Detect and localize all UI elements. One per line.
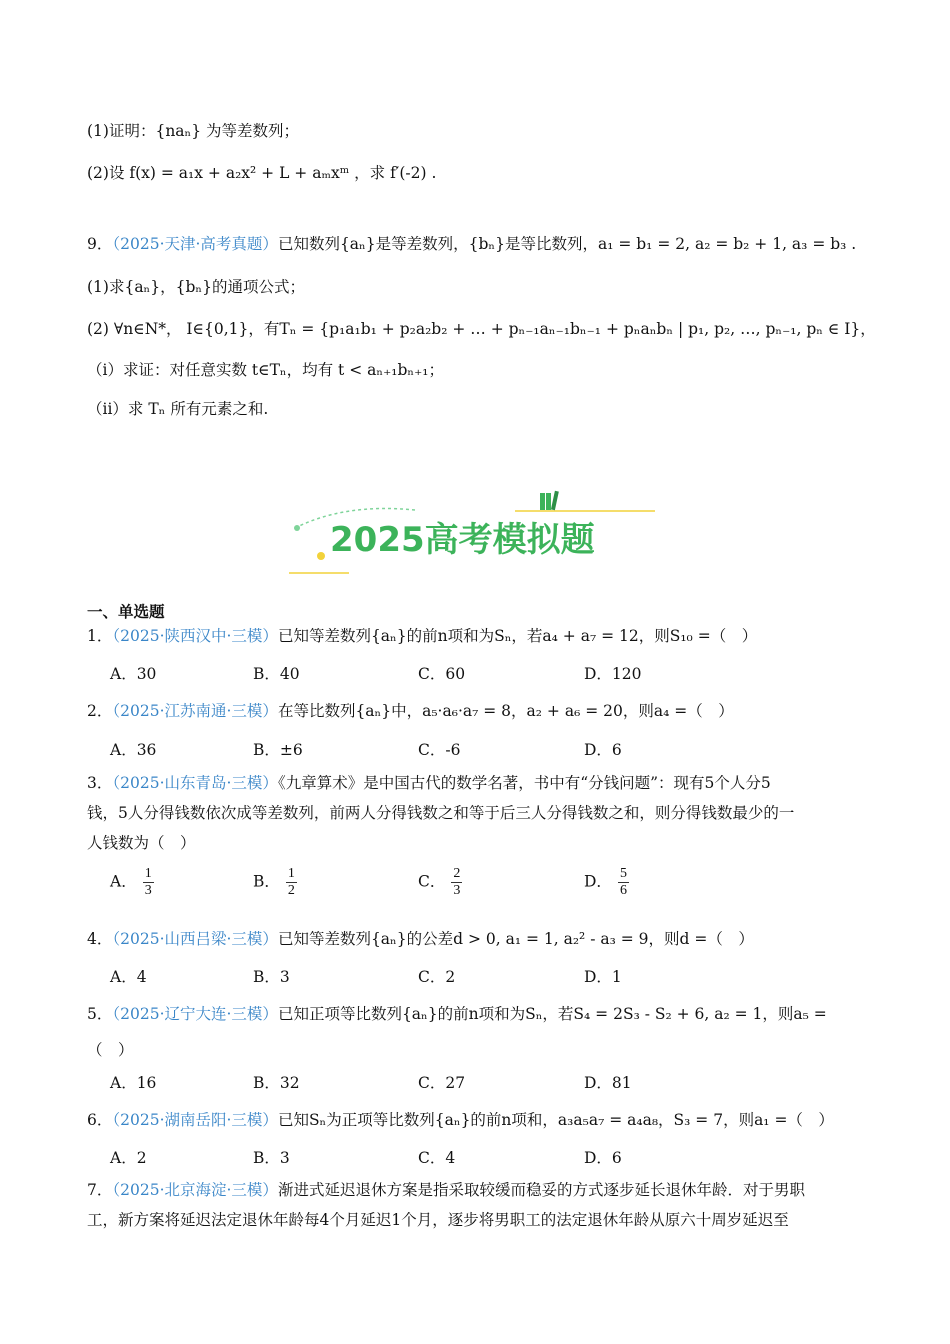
question-number: 4． [87, 930, 113, 948]
question-number: 6． [87, 1111, 113, 1129]
option-a: A． $\frac{1}{3}$ [110, 866, 152, 898]
option-d-denominator: 6 [619, 883, 627, 898]
q8-part2: (2)设 f(x) = a₁x + a₂x² + L + aₘxᵐ ，求 f′(-2) . [87, 164, 437, 182]
question-3 [87, 772, 771, 794]
question-4 [87, 928, 754, 950]
option-a: A．2 [110, 1149, 147, 1167]
option-d: D．81 [584, 1074, 632, 1092]
option-d: D．120 [584, 665, 642, 683]
question-source: （2025·湖南岳阳·三模） [112, 1111, 278, 1129]
option-b: B．40 [253, 665, 300, 683]
question-text: 已知Sₙ为正项等比数列{aₙ}的前n项和，a₃a₅a₇ = a₄a₈，S₃ = 7，则a₁ =（ ） [277, 1111, 834, 1129]
question-source: （2025·陕西汉中·三模） [112, 627, 278, 645]
option-d: D． $\frac{5}{6}$ [584, 866, 627, 898]
question-number: 1． [87, 627, 113, 645]
option-b: B． $\frac{1}{2}$ [253, 866, 295, 898]
q9-part2-ii: （ii）求 Tₙ 所有元素之和. [87, 400, 269, 418]
option-b-numerator: 1 [287, 866, 295, 881]
question-text: 已知正项等比数列{aₙ}的前n项和为Sₙ，若S₄ = 2S₃ - S₂ + 6, a₂ = 1，则a₅ = [277, 1005, 827, 1023]
question-text: 已知等差数列{aₙ}的前n项和为Sₙ，若a₄ + a₇ = 12，则S₁₀ =（ ） [277, 627, 758, 645]
option-d: D．6 [584, 1149, 622, 1167]
banner-dot-left [294, 525, 300, 531]
option-c: C．60 [418, 665, 466, 683]
question-2 [87, 700, 734, 722]
question-source: （2025·辽宁大连·三模） [112, 1005, 278, 1023]
question-source: （2025·山东青岛·三模） [112, 774, 278, 792]
question-number: 3． [87, 774, 113, 792]
question-number: 2． [87, 702, 113, 720]
option-a: A．4 [110, 968, 147, 986]
option-b: B．±6 [253, 741, 303, 759]
question-source: （2025·山西吕梁·三模） [112, 930, 278, 948]
q9-part2: (2) ∀n∈N*， I∈{0,1}，有Tₙ = {p₁a₁b₁ + p₂a₂b₂ + … + pₙ₋₁aₙ₋₁bₙ₋₁ + pₙaₙbₙ | p₁, p₂, …, pₙ₋₁, pₙ ∈ I}， [87, 320, 876, 338]
question-1 [87, 625, 757, 647]
question-text: 在等比数列{aₙ}中，a₅·a₆·a₇ = 8，a₂ + a₆ = 20，则a₄ =（ ） [277, 702, 734, 720]
option-c: C． $\frac{2}{3}$ [418, 866, 461, 898]
option-a: A．30 [110, 665, 157, 683]
q9-text: 已知数列{aₙ}是等差数列，{bₙ}是等比数列，a₁ = b₁ = 2, a₂ = b₂ + 1, a₃ = b₃ . [277, 235, 857, 253]
option-b: B．3 [253, 1149, 290, 1167]
option-a: A．16 [110, 1074, 157, 1092]
question-5-line2: （ ） [87, 1041, 134, 1059]
option-c-numerator: 2 [453, 866, 461, 881]
question-5 [87, 1003, 827, 1025]
question-3-line2: 钱，5人分得钱数依次成等差数列，前两人分得钱数之和等于后三人分得钱数之和，则分得钱数最少的一 [87, 804, 795, 822]
option-a-numerator: 1 [144, 866, 152, 881]
option-c: C．2 [418, 968, 456, 986]
banner-title: 2025高考模拟题 [330, 520, 595, 560]
q9-stem [87, 233, 856, 255]
books-icon [540, 491, 559, 510]
question-3-line3: 人钱数为（ ） [87, 834, 196, 852]
option-a: A．36 [110, 741, 157, 759]
option-b: B．32 [253, 1074, 300, 1092]
option-d: D．1 [584, 968, 622, 986]
option-b: B．3 [253, 968, 290, 986]
option-c-denominator: 3 [453, 883, 461, 898]
q8-part1: (1)证明：{naₙ} 为等差数列； [87, 122, 300, 140]
question-text: 渐进式延迟退休方案是指采取较缓而稳妥的方式逐步延长退休年龄．对于男职 [277, 1181, 805, 1199]
option-d: D．6 [584, 741, 622, 759]
q9-source: （2025·天津·高考真题） [112, 235, 278, 253]
option-c: C．4 [418, 1149, 456, 1167]
question-text: 《九章算术》是中国古代的数学名著，书中有“分钱问题”：现有5个人分5 [277, 774, 771, 792]
option-a-denominator: 3 [144, 883, 152, 898]
section-title: 一、单选题 [87, 603, 165, 621]
banner-dot-yellow [317, 552, 325, 560]
option-b-denominator: 2 [287, 883, 295, 898]
question-7-line2: 工，新方案将延迟法定退休年龄每4个月延迟1个月，逐步将男职工的法定退休年龄从原六十周岁延迟至 [87, 1211, 789, 1229]
option-d-numerator: 5 [619, 866, 627, 881]
option-c: C．27 [418, 1074, 466, 1092]
option-c: C．-6 [418, 741, 461, 759]
q9-number: 9． [87, 235, 113, 253]
question-text: 已知等差数列{aₙ}的公差d > 0, a₁ = 1, a₂² - a₃ = 9，则d =（ ） [277, 930, 754, 948]
q9-part2-i: （i）求证：对任意实数 t∈Tₙ，均有 t < aₙ₊₁bₙ₊₁； [87, 361, 444, 379]
question-6 [87, 1109, 834, 1131]
question-source: （2025·北京海淀·三模） [112, 1181, 278, 1199]
question-number: 7． [87, 1181, 113, 1199]
question-source: （2025·江苏南通·三模） [112, 702, 278, 720]
question-7 [87, 1179, 805, 1201]
question-number: 5． [87, 1005, 113, 1023]
q9-part1: (1)求{aₙ}，{bₙ}的通项公式； [87, 278, 305, 296]
